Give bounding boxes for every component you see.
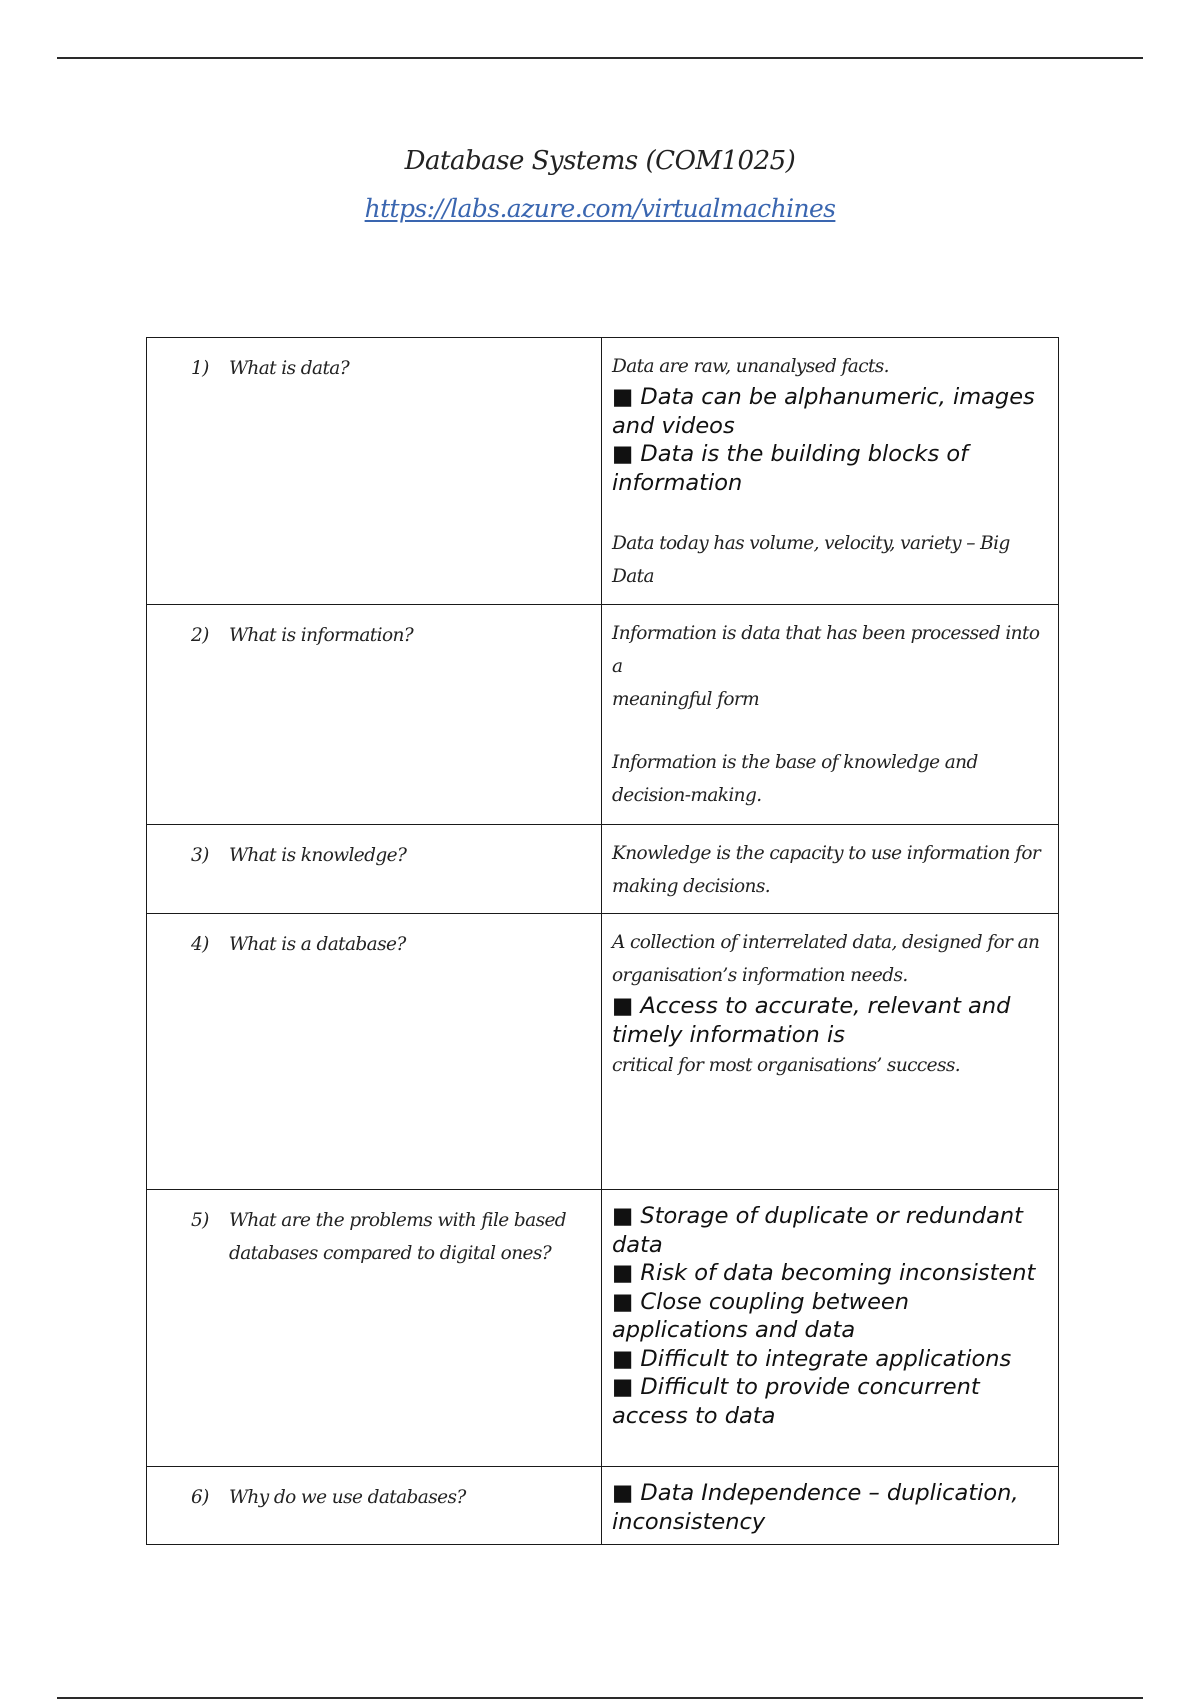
question-cell [147, 605, 602, 825]
question-text: What is knowledge? [229, 845, 407, 866]
answer-bullet: ■ Close coupling between applications and data [612, 1288, 910, 1343]
answer-line: Data are raw, unanalysed facts. [612, 356, 889, 377]
answer-bullet: ■ Data can be alphanumeric, images and videos [612, 384, 1035, 439]
question-number: 2) [191, 625, 209, 646]
top-rule [57, 57, 1143, 59]
question-cell [147, 914, 602, 1190]
answer-bullet: ■ Difficult to provide concurrent access to data [612, 1374, 980, 1429]
answer-bullet: ■ Data Independence – duplication, inconsistency [612, 1480, 1019, 1535]
answer-bullet: ■ Storage of duplicate or redundant data [612, 1203, 1023, 1258]
table-row [147, 1190, 1059, 1467]
question-cell [147, 1467, 602, 1545]
answer-cell [602, 1190, 1059, 1467]
question-text: What is a database? [229, 934, 406, 955]
question-text: What is information? [229, 625, 414, 646]
table-row [147, 605, 1059, 825]
answer-bullet: ■ Access to accurate, relevant and timely information is [612, 993, 1011, 1048]
answer-line: Information is the base of knowledge and decision-making. [612, 752, 978, 806]
bottom-rule [57, 1697, 1143, 1699]
question-cell [147, 825, 602, 914]
table-row [147, 914, 1059, 1190]
answer-line: meaningful form [612, 689, 760, 710]
answer-line: Information is data that has been processed into a [612, 623, 1040, 677]
question-text: Why do we use databases? [229, 1487, 466, 1508]
qa-table [146, 337, 1059, 1545]
lab-link[interactable]: https://labs.azure.com/virtualmachines [364, 194, 836, 223]
table-row [147, 825, 1059, 914]
answer-line: critical for most organisations’ success. [612, 1055, 961, 1076]
answer-line: A collection of interrelated data, designed for an organisation’s information needs. [612, 932, 1040, 986]
question-number: 3) [191, 845, 209, 866]
answer-cell [602, 825, 1059, 914]
answer-line: Knowledge is the capacity to use information for making decisions. [612, 843, 1041, 897]
question-text: What is data? [229, 358, 350, 379]
question-number: 6) [191, 1487, 209, 1508]
question-number: 4) [191, 934, 209, 955]
lab-link-line [0, 194, 1200, 223]
answer-bullet: ■ Data is the building blocks of information [612, 441, 969, 496]
answer-cell [602, 914, 1059, 1190]
answer-line: Data today has volume, velocity, variety – Big Data [612, 533, 1010, 587]
answer-cell [602, 338, 1059, 605]
question-cell [147, 1190, 602, 1467]
page-title: Database Systems (COM1025) [404, 146, 796, 176]
table-row [147, 1467, 1059, 1545]
answer-bullet: ■ Difficult to integrate applications [612, 1345, 1012, 1372]
table-row [147, 338, 1059, 605]
answer-cell [602, 1467, 1059, 1545]
question-number: 5) [191, 1210, 209, 1231]
question-cell [147, 338, 602, 605]
answer-cell [602, 605, 1059, 825]
question-text: What are the problems with file based databases compared to digital ones? [229, 1210, 567, 1264]
question-number: 1) [191, 358, 209, 379]
answer-bullet: ■ Risk of data becoming inconsistent [612, 1260, 1036, 1286]
